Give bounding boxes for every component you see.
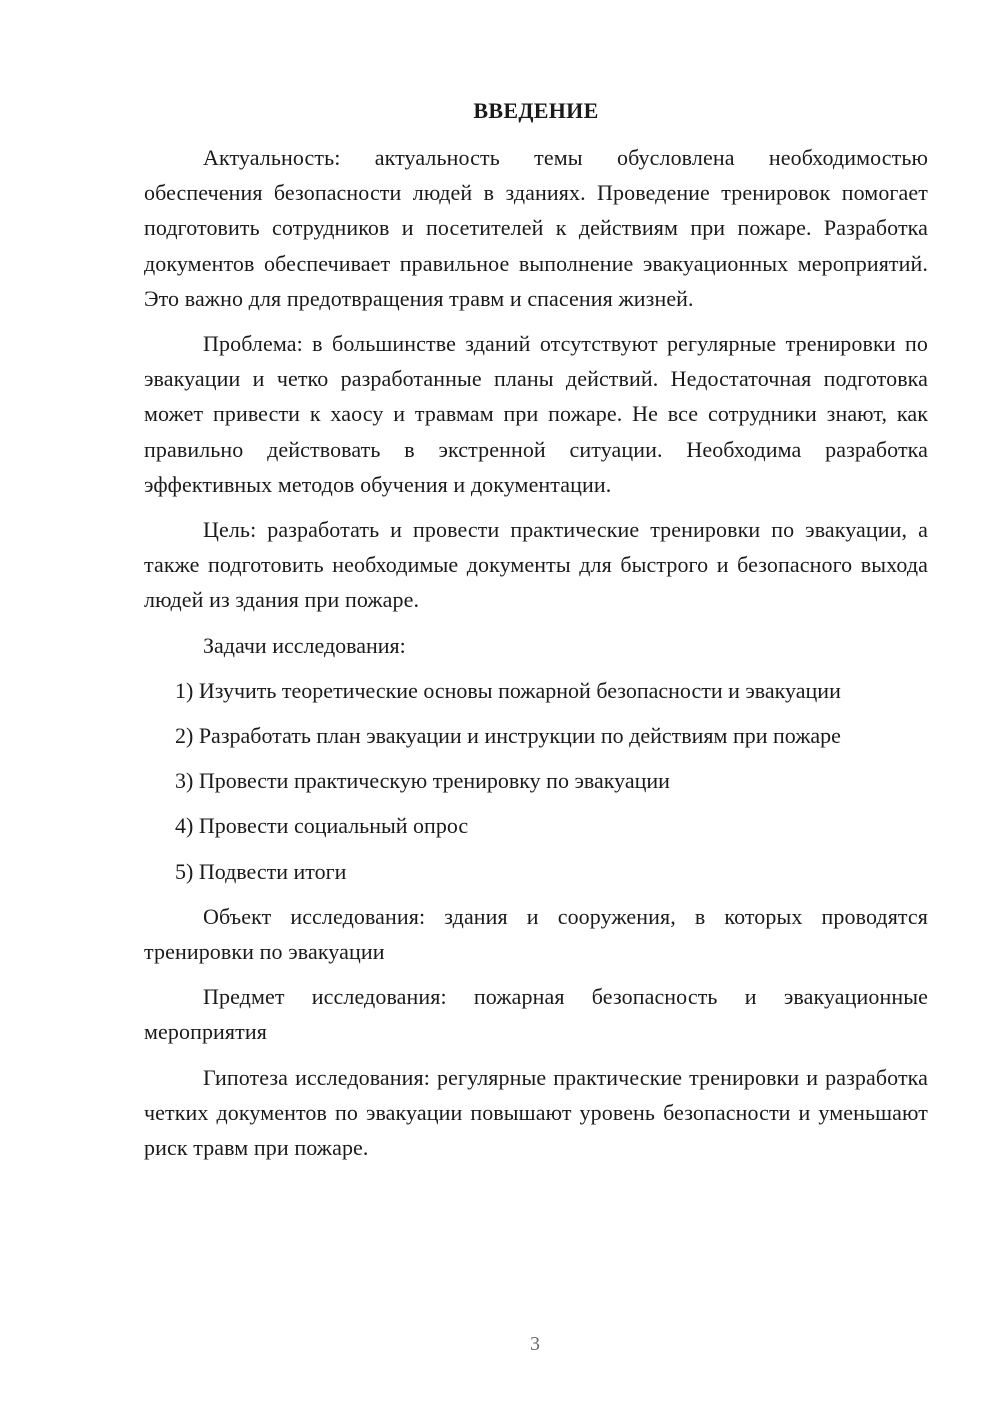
task-item: 5) Подвести итоги <box>175 858 347 884</box>
goal-paragraph: Цель: разработать и провести практические тренировки по эвакуации, а также подготовить необходимые документы для быстрого и безопасного выхода людей из здания при пожаре. <box>144 517 928 613</box>
tasks-list <box>144 673 928 889</box>
hypothesis-paragraph: Гипотеза исследования: регулярные практические тренировки и разработка четких документов по эвакуации повышают уровень безопасности и уменьшают риск травм при пожаре. <box>144 1064 928 1161</box>
problem-paragraph: Проблема: в большинстве зданий отсутствуют регулярные тренировки по эвакуации и четко разработанные планы действий. Недостаточная подготовка может привести к хаосу и травмам при пожаре. Не все сотрудники знают, как правильно действовать в экстренной ситуации. Необходима разработка эффективных методов обучения и документации. <box>144 331 928 497</box>
page-title: ВВЕДЕНИЕ <box>473 98 599 123</box>
tasks-heading: Задачи исследования: <box>203 632 406 658</box>
task-item: 1) Изучить теоретические основы пожарной безопасности и эвакуации <box>175 677 841 703</box>
document-page <box>144 96 928 1175</box>
task-item: 2) Разработать план эвакуации и инструкции по действиям при пожаре <box>175 723 841 749</box>
task-item: 4) Провести социальный опрос <box>175 813 469 839</box>
page-number: 3 <box>530 1333 540 1355</box>
relevance-paragraph: Актуальность: актуальность темы обусловлена необходимостью обеспечения безопасности людей в зданиях. Проведение тренировок помогает подготовить сотрудников и посетителей к действиям при пожаре. Разработка документов обеспечивает правильное выполнение эвакуационных мероприятий. Это важно для предотвращения травм и спасения жизней. <box>144 145 928 311</box>
object-paragraph: Объект исследования: здания и сооружения, в которых проводятся тренировки по эвакуации <box>144 903 928 965</box>
subject-paragraph: Предмет исследования: пожарная безопасность и эвакуационные мероприятия <box>144 984 928 1045</box>
task-item: 3) Провести практическую тренировку по эвакуации <box>175 768 670 794</box>
